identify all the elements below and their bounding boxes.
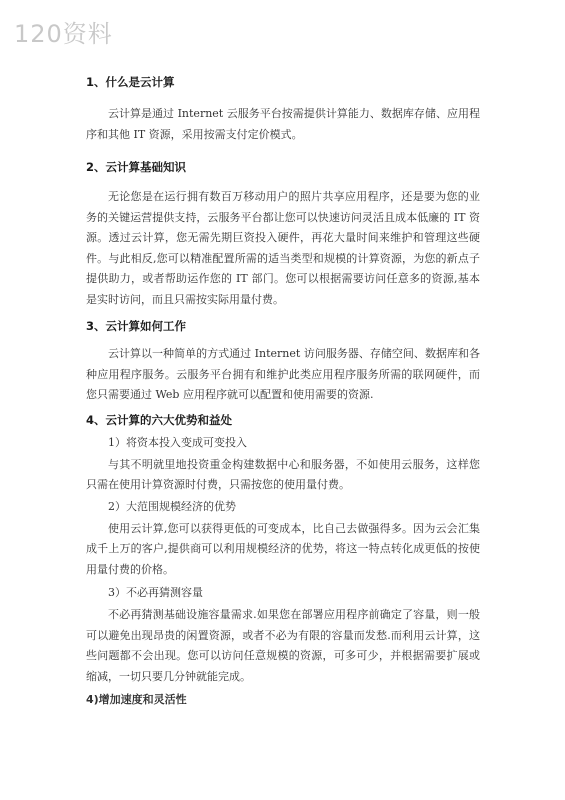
benefit-title: 2）大范围规模经济的优势 xyxy=(108,499,236,513)
section-paragraph: 无论您是在运行拥有数百万移动用户的照片共享应用程序，还是要为您的业务的关键运营提供支持，云服务平台都让您可以快速访问灵活且成本低廉的 IT 资源。透过云计算，您无需先期巨资投入硬件，再花大量时间来维护和管理这些硬件。与此相反,您可以精准配置所需的适当类型和规模的计算资源，为您的新点子提供助力，或者帮助运作您的 IT 部门。您可以根据需要访问任意多的资源,基本是实时访问，而且只需按实际用量付费。 xyxy=(86,190,480,306)
watermark-logo: 120资料 xyxy=(14,20,113,48)
benefit-title: 1）将资本投入变成可变投入 xyxy=(108,435,247,449)
section-paragraph: 云计算以一种简单的方式通过 Internet 访问服务器、存储空间、数据库和各种应用程序服务。云服务平台拥有和维护此类应用程序服务所需的联网硬件，而您只需要通过 Web 应用程序就可以配置和使用需要的资源. xyxy=(86,347,480,401)
section-heading: 1、什么是云计算 xyxy=(86,75,175,89)
section-heading: 3、云计算如何工作 xyxy=(86,319,187,333)
section-heading: 2、云计算基础知识 xyxy=(86,160,187,174)
benefit-text: 与其不明就里地投资重金构建数据中心和服务器，不如使用云服务，这样您只需在使用计算资源时付费，只需按您的使用量付费。 xyxy=(86,457,480,491)
section-heading: 4、云计算的六大优势和益处 xyxy=(86,412,233,427)
benefit-text: 使用云计算,您可以获得更低的可变成本，比自己去做强得多。因为云会汇集成千上万的客户,提供商可以利用规模经济的优势，将这一特点转化成更低的按使用量付费的价格。 xyxy=(86,521,480,576)
document-body xyxy=(86,74,480,709)
section-paragraph: 云计算是通过 Internet 云服务平台按需提供计算能力、数据库存储、应用程序和其他 IT 资源，采用按需支付定价模式。 xyxy=(86,107,480,141)
benefit-title: 4)增加速度和灵活性 xyxy=(86,693,187,706)
benefit-title: 3）不必再猜测容量 xyxy=(108,586,203,599)
benefit-text: 不必再猜测基础设施容量需求.如果您在部署应用程序前确定了容量，则一般可以避免出现昂贵的闲置资源，或者不必为有限的容量而发愁.而利用云计算，这些问题都不会出现。您可以访问任意规模的资源，可多可少，并根据需要扩展或缩减，一切只要几分钟就能完成。 xyxy=(86,608,480,683)
